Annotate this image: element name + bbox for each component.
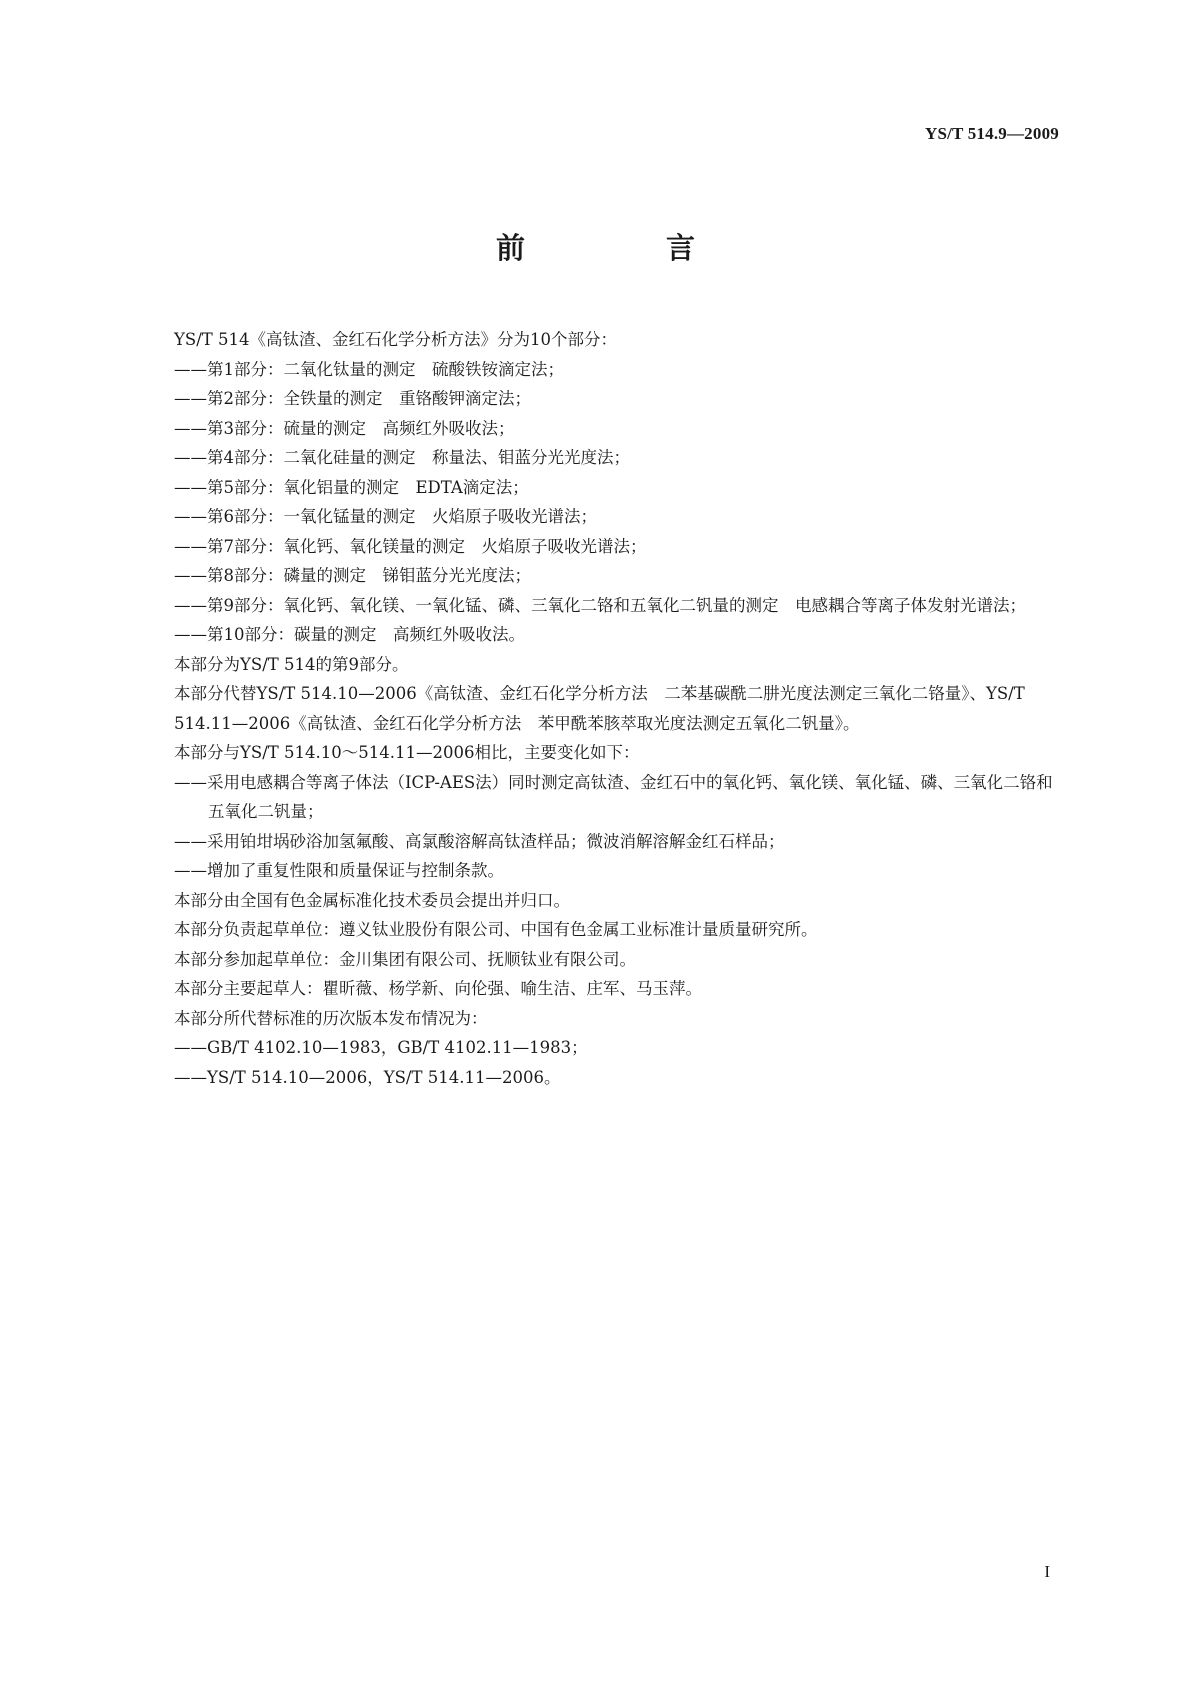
replaces-paragraph: 本部分代替YS/T 514.10—2006《高钛渣、金红石化学分析方法 二苯基碳酰二肼光度法测定三氧化二铬量》、YS/T 514.11—2006《高钛渣、金红石化学分析方法 苯甲酰苯胲萃取光度法测定五氧化二钒量》。	[174, 684, 1025, 733]
page-title: 前 言	[495, 231, 751, 265]
list-item-change-2: ——采用铂坩埚砂浴加氢氟酸、高氯酸溶解高钛渣样品；微波消解溶解金红石样品；	[174, 831, 785, 851]
list-item-change-1: ——采用电感耦合等离子体法（ICP-AES法）同时测定高钛渣、金红石中的氧化钙、氧化镁、氧化锰、磷、三氧化二铬和五氧化二钒量；	[174, 772, 1053, 821]
list-item-part-2: ——第2部分：全铁量的测定 重铬酸钾滴定法；	[174, 389, 531, 408]
list-item-change-3: ——增加了重复性限和质量保证与控制条款。	[174, 861, 504, 880]
drafting-participants-paragraph: 本部分参加起草单位：金川集团有限公司、抚顺钛业有限公司。	[174, 949, 636, 969]
drafting-lead-paragraph: 本部分负责起草单位：遵义钛业股份有限公司、中国有色金属工业标准计量质量研究所。	[174, 920, 818, 939]
standard-code: YS/T 514.9—2009	[925, 124, 1059, 143]
list-item-history-1: ——GB/T 4102.10—1983，GB/T 4102.11—1983；	[174, 1038, 588, 1057]
document-body	[174, 325, 1064, 1092]
page-number: I	[1044, 1562, 1050, 1581]
list-item-part-3: ——第3部分：硫量的测定 高频红外吸收法；	[174, 418, 515, 438]
list-item-part-1: ——第1部分：二氧化钛量的测定 硫酸铁铵滴定法；	[174, 359, 564, 379]
this-part-paragraph: 本部分为YS/T 514的第9部分。	[174, 654, 409, 674]
intro-paragraph: YS/T 514《高钛渣、金红石化学分析方法》分为10个部分：	[174, 330, 617, 349]
list-item-part-9: ——第9部分：氧化钙、氧化镁、一氧化锰、磷、三氧化二铬和五氧化二钒量的测定 电感耦合等离子体发射光谱法；	[174, 595, 1026, 615]
list-item-part-4: ——第4部分：二氧化硅量的测定 称量法、钼蓝分光光度法；	[174, 448, 630, 467]
list-item-part-5: ——第5部分：氧化铝量的测定 EDTA滴定法；	[174, 477, 529, 497]
drafters-paragraph: 本部分主要起草人：瞿昕薇、杨学新、向伦强、喻生洁、庄军、马玉萍。	[174, 979, 702, 998]
changes-intro-paragraph: 本部分与YS/T 514.10～514.11—2006相比，主要变化如下：	[174, 743, 640, 762]
list-item-part-7: ——第7部分：氧化钙、氧化镁量的测定 火焰原子吸收光谱法；	[174, 536, 647, 556]
list-item-history-2: ——YS/T 514.10—2006，YS/T 514.11—2006。	[174, 1067, 561, 1087]
list-item-part-6: ——第6部分：一氧化锰量的测定 火焰原子吸收光谱法；	[174, 507, 597, 526]
list-item-part-8: ——第8部分：磷量的测定 锑钼蓝分光光度法；	[174, 566, 531, 585]
history-intro-paragraph: 本部分所代替标准的历次版本发布情况为：	[174, 1008, 488, 1028]
list-item-part-10: ——第10部分：碳量的测定 高频红外吸收法。	[174, 625, 525, 644]
proposed-by-paragraph: 本部分由全国有色金属标准化技术委员会提出并归口。	[174, 890, 570, 910]
